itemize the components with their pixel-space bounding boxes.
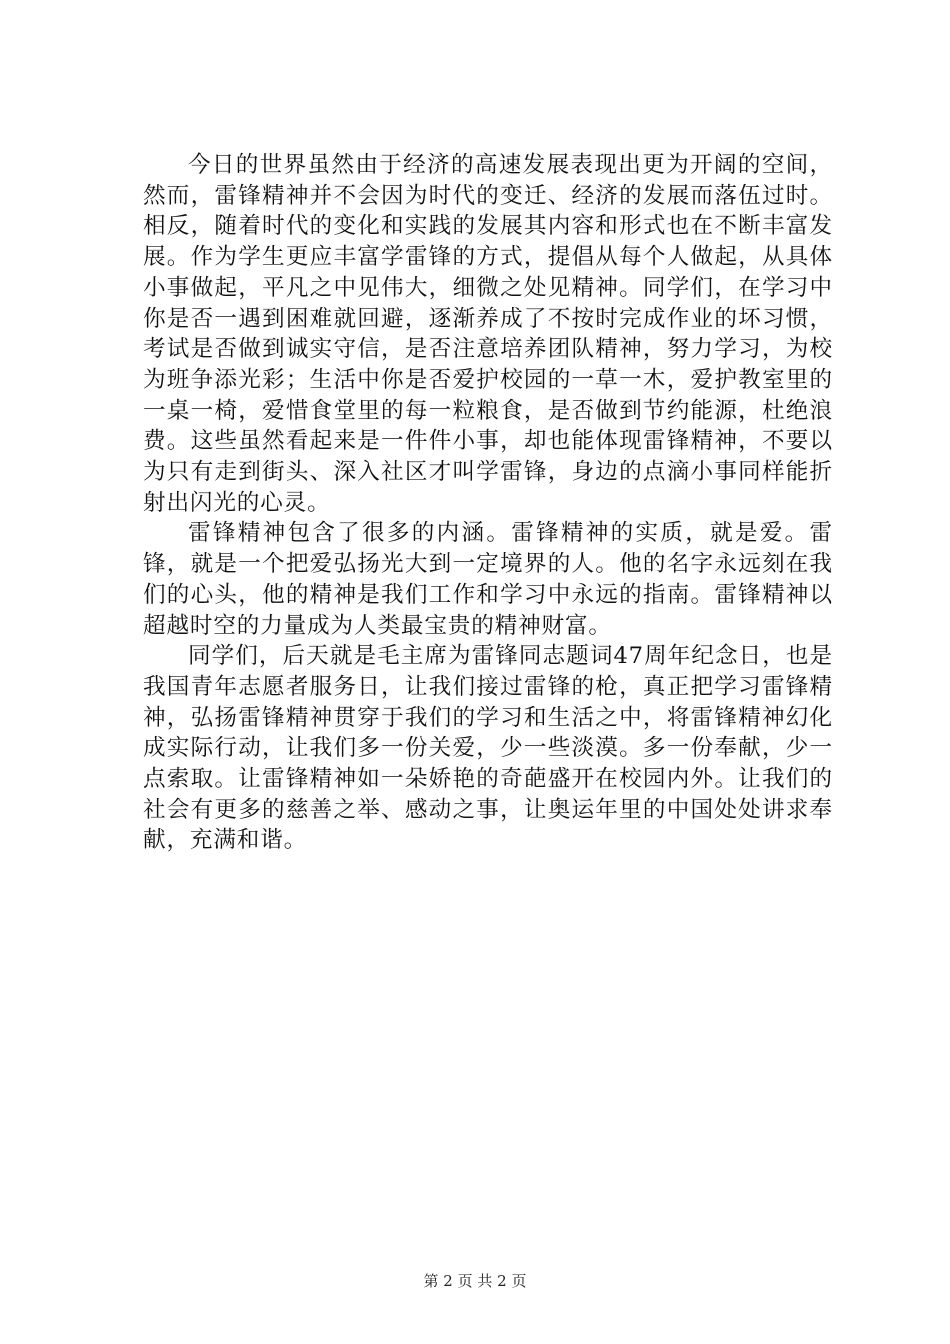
document-body xyxy=(143,150,833,856)
paragraph: 雷锋精神包含了很多的内涵。雷锋精神的实质，就是爱。雷锋，就是一个把爱弘扬光大到一定境界的人。他的名字永远刻在我们的心头，他的精神是我们工作和学习中永远的指南。雷锋精神以超越时空的力量成为人类最宝贵的精神财富。 xyxy=(143,520,833,639)
paragraph: 今日的世界虽然由于经济的高速发展表现出更为开阔的空间，然而，雷锋精神并不会因为时代的变迁、经济的发展而落伍过时。相反，随着时代的变化和实践的发展其内容和形式也在不断丰富发展。作为学生更应丰富学雷锋的方式，提倡从每个人做起，从具体小事做起，平凡之中见伟大，细微之处见精神。同学们，在学习中你是否一遇到困难就回避，逐渐养成了不按时完成作业的坏习惯，考试是否做到诚实守信，是否注意培养团队精神，努力学习，为校为班争添光彩；生活中你是否爱护校园的一草一木，爱护教室里的一桌一椅，爱惜食堂里的每一粒粮食，是否做到节约能源，杜绝浪费。这些虽然看起来是一件件小事，却也能体现雷锋精神，不要以为只有走到街头、深入社区才叫学雷锋，身边的点滴小事同样能折射出闪光的心灵。 xyxy=(143,152,833,516)
paragraph: 同学们，后天就是毛主席为雷锋同志题词47周年纪念日，也是我国青年志愿者服务日，让我们接过雷锋的枪，真正把学习雷锋精神，弘扬雷锋精神贯穿于我们的学习和生活之中，将雷锋精神幻化成实际行动，让我们多一份关爱，少一些淡漠。多一份奉献，少一点索取。让雷锋精神如一朵娇艳的奇葩盛开在校园内外。让我们的社会有更多的慈善之举、感动之事，让奥运年里的中国处处讲求奉献，充满和谐。 xyxy=(143,643,833,854)
page-number-footer: 第 2 页 共 2 页 xyxy=(423,1272,527,1290)
